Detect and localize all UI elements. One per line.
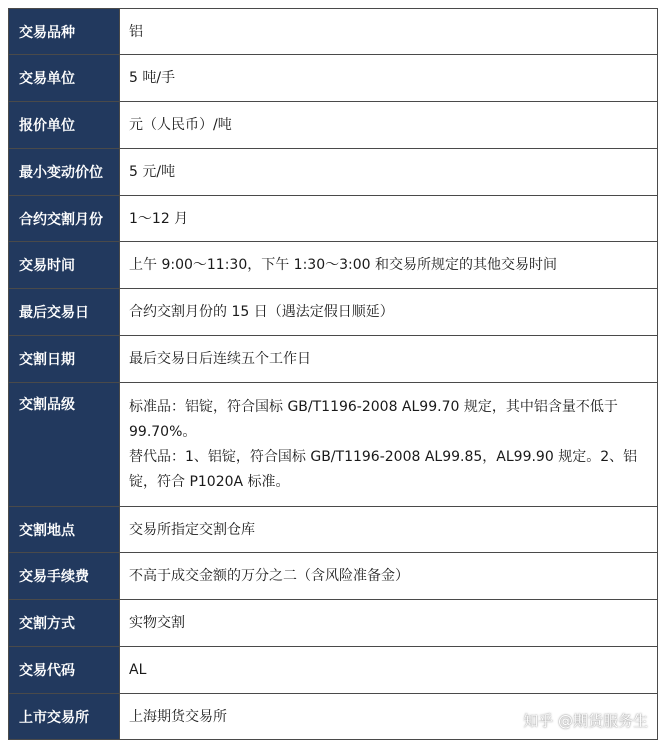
row-value: 5 元/吨 — [120, 149, 658, 196]
row-value: 最后交易日后连续五个工作日 — [120, 336, 658, 383]
row-value: 铝 — [120, 9, 658, 55]
table-row — [9, 55, 658, 102]
row-value: 上海期货交易所 — [120, 694, 658, 740]
row-value: 不高于成交金额的万分之二（含风险准备金） — [120, 553, 658, 600]
row-value: 5 吨/手 — [120, 55, 658, 102]
row-value — [120, 383, 658, 507]
table-row — [9, 336, 658, 383]
grade-standard-text: 标准品：铝锭，符合国标 GB/T1196-2008 AL99.70 规定，其中铝含量不低于 99.70%。 — [129, 398, 618, 440]
row-key: 交割日期 — [9, 336, 120, 383]
row-key: 交割品级 — [9, 383, 120, 507]
row-key: 交易手续费 — [9, 553, 120, 600]
row-key: 交割方式 — [9, 600, 120, 647]
table-row — [9, 507, 658, 553]
table-row — [9, 196, 658, 242]
row-value: 合约交割月份的 15 日（遇法定假日顺延） — [120, 289, 658, 336]
row-value: 上午 9:00～11:30，下午 1:30～3:00 和交易所规定的其他交易时间 — [120, 242, 658, 289]
table-row — [9, 600, 658, 647]
table-row — [9, 102, 658, 149]
row-value: 元（人民币）/吨 — [120, 102, 658, 149]
row-value: AL — [120, 647, 658, 694]
row-key: 交易单位 — [9, 55, 120, 102]
table-row — [9, 9, 658, 55]
row-key: 最小变动价位 — [9, 149, 120, 196]
table-row — [9, 553, 658, 600]
row-key: 交割地点 — [9, 507, 120, 553]
table-row — [9, 149, 658, 196]
row-key: 报价单位 — [9, 102, 120, 149]
watermark: 知乎 @期货服务生 — [523, 712, 648, 730]
row-value: 1～12 月 — [120, 196, 658, 242]
contract-spec-table — [8, 8, 658, 740]
grade-substitute-text: 替代品：1、铝锭，符合国标 GB/T1196-2008 AL99.85，AL99.90 规定。2、铝锭，符合 P1020A 标准。 — [129, 448, 638, 490]
row-value: 交易所指定交割仓库 — [120, 507, 658, 553]
row-key: 交易品种 — [9, 9, 120, 55]
table-row — [9, 289, 658, 336]
table-row — [9, 242, 658, 289]
table-row — [9, 383, 658, 507]
row-key: 最后交易日 — [9, 289, 120, 336]
row-key: 交易代码 — [9, 647, 120, 694]
table-row — [9, 647, 658, 694]
row-value: 实物交割 — [120, 600, 658, 647]
row-key: 上市交易所 — [9, 694, 120, 740]
row-key: 合约交割月份 — [9, 196, 120, 242]
row-key: 交易时间 — [9, 242, 120, 289]
